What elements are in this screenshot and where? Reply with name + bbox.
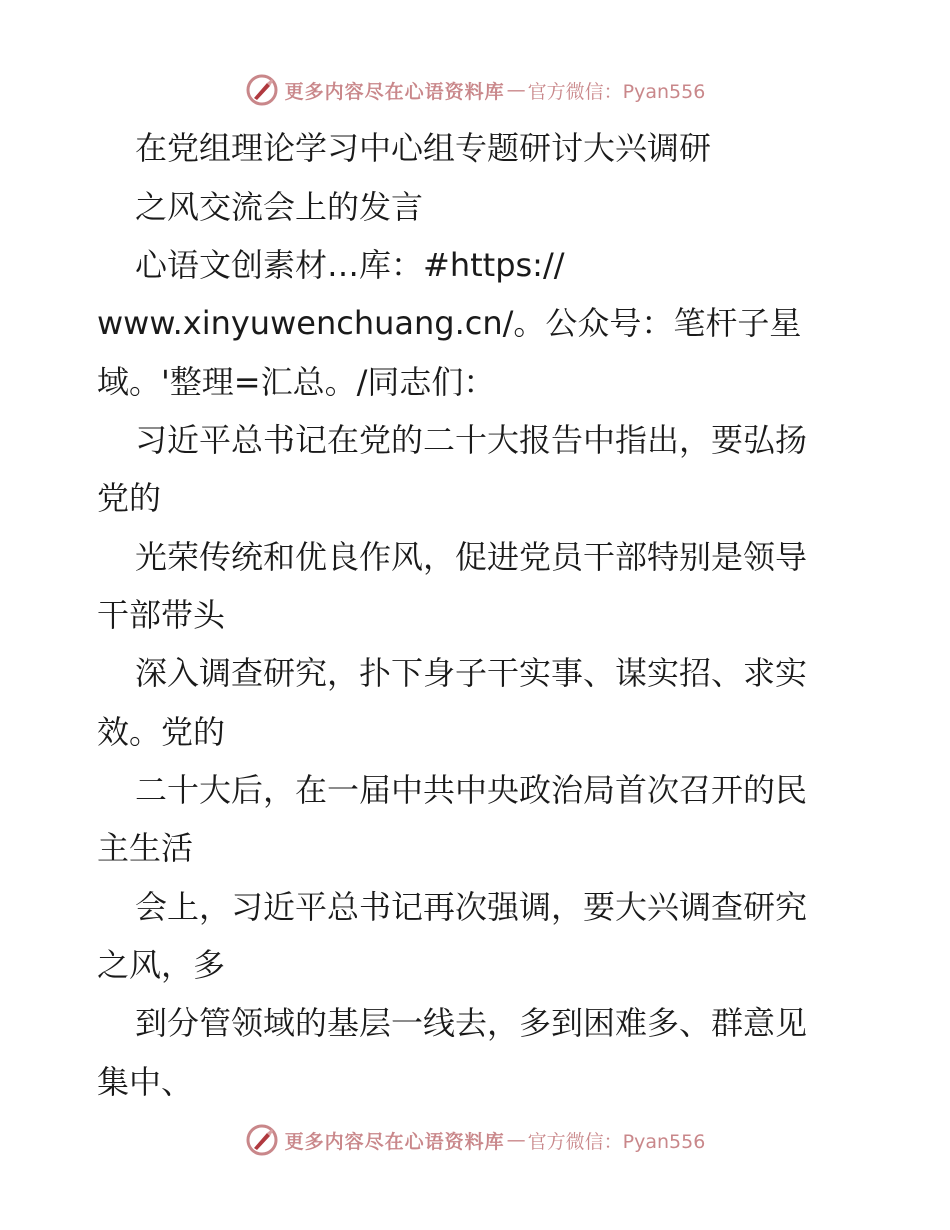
watermark-wechat-text: 官方微信：Pyan556 — [527, 80, 706, 103]
doc-line: 深入调查研究，扑下身子干实事、谋实招、求实 — [135, 654, 808, 692]
doc-line: www.xinyuwenchuang.cn/。公众号：笔杆子星 — [97, 304, 802, 342]
watermark-dash: — — [506, 79, 526, 101]
doc-line: 之风，多 — [97, 946, 226, 984]
doc-line: 到分管领域的基层一线去，多到困难多、群意见 — [135, 1004, 808, 1042]
doc-line: 二十大后，在一届中共中央政治局首次召开的民 — [135, 771, 808, 809]
doc-line: 主生活 — [97, 829, 194, 867]
doc-line: 集中、 — [97, 1063, 194, 1101]
watermark-dash: — — [506, 1129, 526, 1151]
watermark-footer — [0, 1120, 950, 1160]
doc-line: 会上，习近平总书记再次强调，要大兴调查研究 — [135, 888, 808, 926]
quill-logo-icon — [245, 73, 279, 107]
doc-title-line-2: 之风交流会上的发言 — [135, 188, 424, 226]
quill-logo-icon — [245, 1123, 279, 1157]
doc-line: 光荣传统和优良作风，促进党员干部特别是领导 — [135, 538, 808, 576]
watermark-header — [0, 70, 950, 110]
doc-line: 习近平总书记在党的二十大报告中指出，要弘扬 — [135, 421, 808, 459]
doc-title-line-1: 在党组理论学习中心组专题研讨大兴调研 — [135, 129, 712, 167]
doc-line: 心语文创素材…库：#https:// — [135, 246, 565, 284]
doc-line: 域。'整理=汇总。/同志们： — [97, 363, 496, 401]
watermark-main-text: 更多内容尽在心语资料库 — [284, 1130, 505, 1153]
doc-line: 效。党的 — [97, 713, 226, 751]
watermark-wechat-text: 官方微信：Pyan556 — [527, 1130, 706, 1153]
doc-line: 干部带头 — [97, 596, 226, 634]
doc-line: 党的 — [97, 479, 162, 517]
watermark-main-text: 更多内容尽在心语资料库 — [284, 80, 505, 103]
